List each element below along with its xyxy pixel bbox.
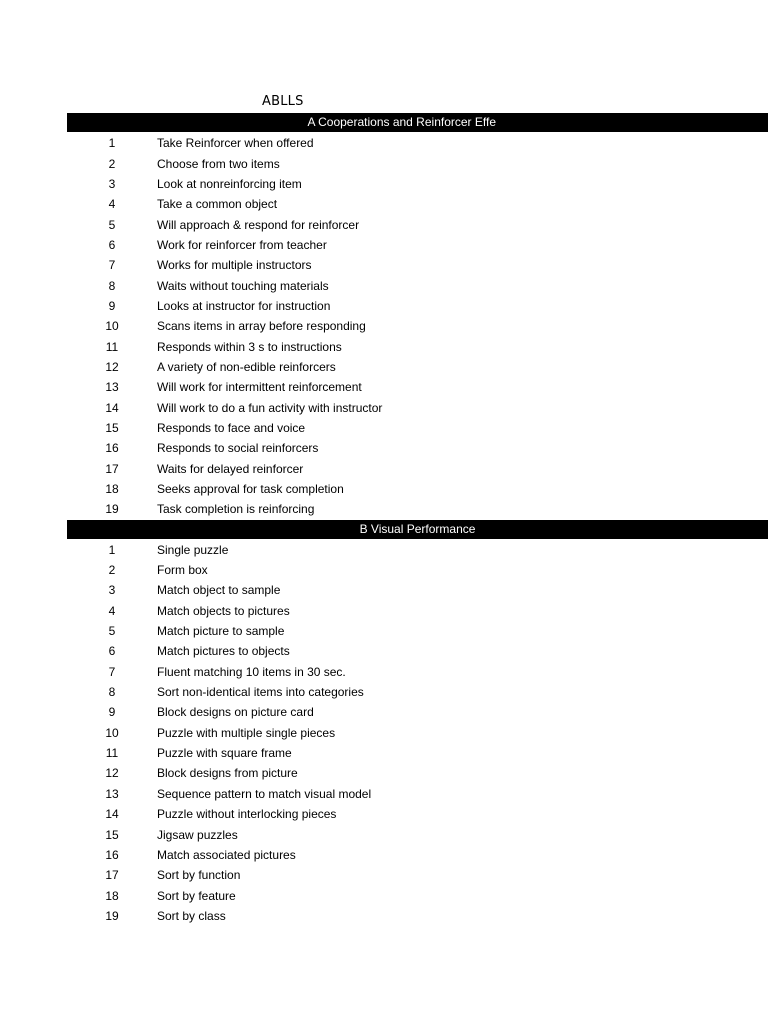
item-description: Works for multiple instructors — [157, 258, 312, 273]
table-row — [67, 316, 768, 336]
table-row — [67, 296, 768, 316]
item-number: 3 — [108, 176, 116, 191]
item-description: Look at nonreinforcing item — [157, 176, 302, 191]
table-row — [67, 906, 768, 926]
item-description: Work for reinforcer from teacher — [157, 237, 327, 252]
item-description: Responds to face and voice — [157, 420, 306, 435]
item-number: 3 — [108, 583, 116, 598]
item-number: 16 — [105, 441, 119, 456]
table-row — [67, 682, 768, 702]
item-description: Puzzle with multiple single pieces — [157, 725, 336, 740]
item-number: 12 — [105, 359, 119, 374]
item-number: 16 — [105, 847, 119, 862]
item-number: 10 — [105, 319, 119, 334]
item-number: 6 — [108, 237, 116, 252]
item-description: Fluent matching 10 items in 30 sec. — [157, 664, 346, 679]
item-description: Match associated pictures — [157, 847, 296, 862]
item-number: 11 — [105, 339, 119, 354]
table-row — [67, 723, 768, 743]
item-number: 18 — [105, 482, 119, 497]
item-description: Seeks approval for task completion — [157, 482, 344, 497]
section-header-b — [67, 520, 768, 539]
item-number: 7 — [108, 258, 116, 273]
item-description: Take Reinforcer when offered — [157, 136, 314, 151]
table-row — [67, 824, 768, 844]
item-description: Sort non-identical items into categories — [157, 685, 364, 700]
item-number: 6 — [108, 644, 116, 659]
item-description: Puzzle with square frame — [157, 746, 292, 761]
item-number: 10 — [105, 725, 119, 740]
item-description: Puzzle without interlocking pieces — [157, 807, 337, 822]
table-row — [67, 601, 768, 621]
table-row — [67, 804, 768, 824]
item-description: Scans items in array before responding — [157, 319, 366, 334]
table-row — [67, 194, 768, 214]
item-description: Responds within 3 s to instructions — [157, 339, 342, 354]
item-number: 8 — [108, 278, 116, 293]
table-row — [67, 397, 768, 417]
table-row — [67, 885, 768, 905]
item-number: 17 — [105, 461, 119, 476]
skills-table — [67, 113, 768, 926]
item-number: 18 — [105, 888, 119, 903]
item-description: Looks at instructor for instruction — [157, 298, 331, 313]
item-number: 9 — [108, 705, 116, 720]
item-number: 2 — [108, 563, 116, 578]
item-number: 15 — [105, 420, 119, 435]
table-row — [67, 865, 768, 885]
table-row — [67, 459, 768, 479]
item-description: Block designs from picture — [157, 766, 298, 781]
item-number: 2 — [108, 156, 116, 171]
table-row — [67, 641, 768, 661]
document-title: ABLLS — [262, 94, 304, 109]
item-number: 19 — [105, 908, 119, 923]
section-a-items — [67, 133, 768, 520]
item-number: 14 — [105, 807, 119, 822]
table-row — [67, 275, 768, 295]
table-row — [67, 499, 768, 519]
table-row — [67, 153, 768, 173]
item-description: Waits for delayed reinforcer — [157, 461, 304, 476]
table-row — [67, 438, 768, 458]
item-description: Waits without touching materials — [157, 278, 329, 293]
item-number: 7 — [108, 664, 116, 679]
item-number: 13 — [105, 786, 119, 801]
item-number: 4 — [108, 197, 116, 212]
table-row — [67, 214, 768, 234]
item-description: Choose from two items — [157, 156, 280, 171]
table-row — [67, 255, 768, 275]
table-row — [67, 418, 768, 438]
item-description: Single puzzle — [157, 542, 229, 557]
item-description: Responds to social reinforcers — [157, 441, 319, 456]
item-description: Sequence pattern to match visual model — [157, 786, 372, 801]
table-row — [67, 702, 768, 722]
item-number: 19 — [105, 502, 119, 517]
item-number: 12 — [105, 766, 119, 781]
item-number: 5 — [108, 217, 116, 232]
table-row — [67, 479, 768, 499]
item-number: 13 — [105, 380, 119, 395]
item-description: Jigsaw puzzles — [157, 827, 238, 842]
item-number: 17 — [105, 868, 119, 883]
table-row — [67, 560, 768, 580]
table-row — [67, 336, 768, 356]
item-description: Sort by function — [157, 868, 241, 883]
table-row — [67, 235, 768, 255]
table-row — [67, 763, 768, 783]
table-row — [67, 357, 768, 377]
item-description: A variety of non-edible reinforcers — [157, 359, 336, 374]
item-description: Match objects to pictures — [157, 603, 290, 618]
item-number: 14 — [105, 400, 119, 415]
table-row — [67, 377, 768, 397]
table-row — [67, 133, 768, 153]
item-description: Task completion is reinforcing — [157, 502, 315, 517]
table-row — [67, 580, 768, 600]
item-number: 11 — [105, 746, 119, 761]
section-b-items — [67, 540, 768, 927]
item-description: Will work for intermittent reinforcement — [157, 380, 362, 395]
item-description: Match pictures to objects — [157, 644, 290, 659]
item-number: 8 — [108, 685, 116, 700]
table-row — [67, 174, 768, 194]
table-row — [67, 743, 768, 763]
section-header-a — [67, 113, 768, 132]
item-description: Will work to do a fun activity with instructor — [157, 400, 383, 415]
item-description: Sort by feature — [157, 888, 236, 903]
item-number: 1 — [108, 136, 116, 151]
table-row — [67, 784, 768, 804]
item-number: 9 — [108, 298, 116, 313]
item-description: Sort by class — [157, 908, 226, 923]
item-number: 1 — [108, 542, 116, 557]
table-row — [67, 540, 768, 560]
item-description: Will approach & respond for reinforcer — [157, 217, 360, 232]
item-number: 15 — [105, 827, 119, 842]
section-header-label: B Visual Performance — [359, 521, 476, 536]
item-description: Match picture to sample — [157, 624, 285, 639]
item-number: 5 — [108, 624, 116, 639]
item-description: Take a common object — [157, 197, 278, 212]
table-row — [67, 621, 768, 641]
item-number: 4 — [108, 603, 116, 618]
item-description: Match object to sample — [157, 583, 281, 598]
section-header-label: A Cooperations and Reinforcer Effe — [307, 115, 496, 129]
item-description: Block designs on picture card — [157, 705, 314, 720]
table-row — [67, 662, 768, 682]
item-description: Form box — [157, 563, 208, 578]
table-row — [67, 845, 768, 865]
